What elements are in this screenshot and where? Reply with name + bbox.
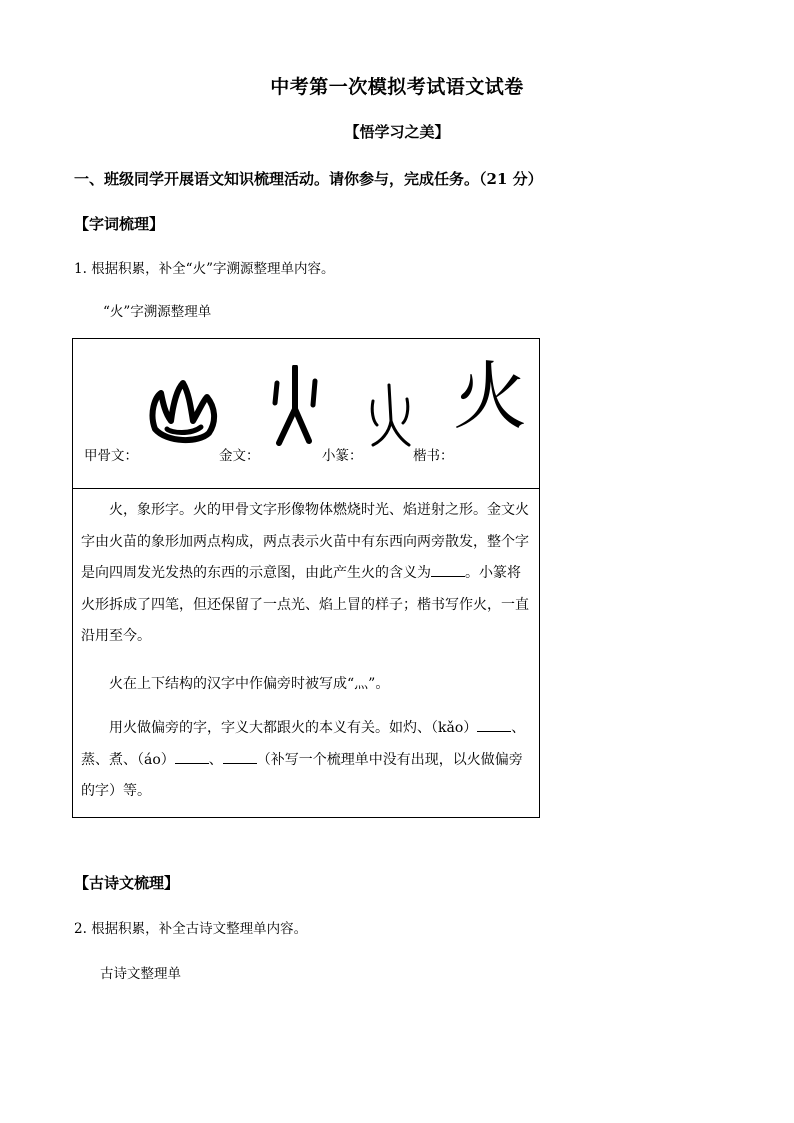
question-1-number: 1.	[74, 261, 87, 277]
subsection-word-review: 【字词梳理】	[74, 215, 165, 233]
label-oracle-bone: 甲骨文：	[84, 448, 138, 464]
paragraph-origin: 火，象形字。火的甲骨文字形像物体燃烧时光、焰迸射之形。金文火字由火苗的象形加两点构成，两点表示火苗中有东西向两旁散发，整个字是向四周发光发热的东西的示意图，由此产生火的含义为 。小篆将火形拆成了四笔，但还保留了一点光、焰上冒的样子；楷书写作火，一直沿用至今。	[81, 502, 529, 644]
paragraph-radical-form: 火在上下结构的汉字中作偏旁时被写成“灬”。	[109, 676, 390, 692]
subsection-classical-poetry: 【古诗文梳理】	[74, 874, 180, 892]
page-title: 中考第一次模拟考试语文试卷	[270, 76, 524, 98]
question-1-text: 根据积累，补全“火”字溯源整理单内容。	[91, 261, 335, 277]
label-bronze: 金文：	[219, 448, 260, 464]
answer-blank-ao[interactable]	[175, 749, 209, 764]
regular-script-fire-glyph: 火	[453, 354, 527, 440]
answer-blank-meaning[interactable]	[431, 562, 465, 577]
explanation-row	[73, 489, 539, 817]
fire-character-table	[72, 338, 540, 818]
script-forms-row	[73, 339, 539, 489]
question-1	[74, 257, 335, 277]
question-2-text: 根据积累，补全古诗文整理单内容。	[91, 921, 308, 937]
small-seal-fire-glyph	[365, 381, 415, 449]
section-subtitle: 【悟学习之美】	[344, 123, 450, 141]
paragraph-radical-examples: 用火做偏旁的字，字义大都跟火的本义有关。如灼、（kǎo） 、蒸、煮、（áo） 、 （补写一个梳理单中没有出现，以火做偏旁的字）等。	[81, 713, 533, 808]
label-regular-script: 楷书：	[413, 448, 454, 464]
question-2-number: 2.	[74, 921, 87, 937]
answer-blank-extra-char[interactable]	[223, 749, 257, 764]
section-1-heading: 一、班级同学开展语文知识梳理活动。请你参与，完成任务。（21 分）	[74, 170, 543, 188]
label-small-seal: 小篆：	[322, 448, 363, 464]
question-2	[74, 917, 307, 937]
table-2-caption: 古诗文整理单	[100, 966, 181, 982]
oracle-bone-fire-glyph	[147, 377, 219, 447]
bronze-fire-glyph	[265, 365, 325, 447]
table-1-caption: “火”字溯源整理单	[103, 304, 212, 320]
answer-blank-kao[interactable]	[477, 717, 511, 732]
